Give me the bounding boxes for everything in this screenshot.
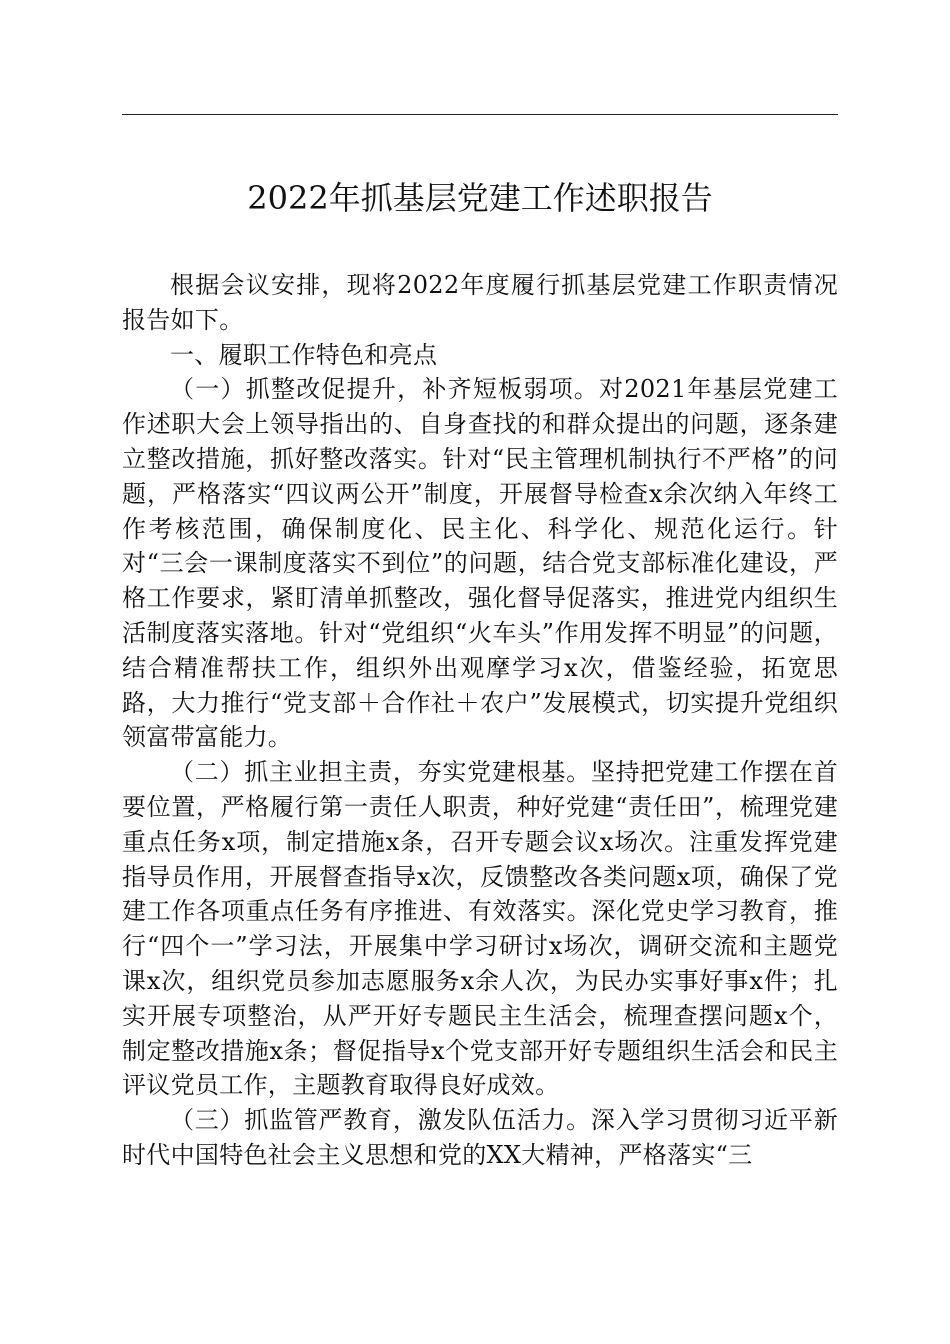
header-rule: [122, 114, 838, 115]
paragraph-item-3: （三）抓监管严教育，激发队伍活力。深入学习贯彻习近平新时代中国特色社会主义思想和党的XX大精神，严格落实“三: [122, 1106, 838, 1169]
paragraph-intro: 根据会议安排，现将2022年度履行抓基层党建工作职责情况报告如下。: [122, 271, 838, 334]
document-body: [122, 268, 838, 1173]
document-title: 2022年抓基层党建工作述职报告: [247, 179, 713, 217]
paragraph-item-1: （一）抓整改促提升，补齐短板弱项。对2021年基层党建工作述职大会上领导指出的、自身查找的和群众提出的问题，逐条建立整改措施，抓好整改落实。针对“民主管理机制执行不严格”的问题，严格落实“四议两公开”制度，开展督导检查x余次纳入年终工作考核范围，确保制度化、民主化、科学化、规范化运行。针对“三会一课制度落实不到位”的问题，结合党支部标准化建设，严格工作要求，紧盯清单抓整改，强化督导促落实，推进党内组织生活制度落实落地。针对“党组织“火车头”作用发挥不明显”的问题，结合精准帮扶工作，组织外出观摩学习x次，借鉴经验，拓宽思路，大力推行“党支部＋合作社＋农户”发展模式，切实提升党组织领富带富能力。: [122, 375, 838, 752]
paragraph-item-2: （二）抓主业担主责，夯实党建根基。坚持把党建工作摆在首要位置，严格履行第一责任人职责，种好党建“责任田”，梳理党建重点任务x项，制定措施x条，召开专题会议x场次。注重发挥党建指导员作用，开展督查指导x次，反馈整改各类问题x项，确保了党建工作各项重点任务有序推进、有效落实。深化党史学习教育，推行“四个一”学习法，开展集中学习研讨x场次，调研交流和主题党课x次，组织党员参加志愿服务x余人次，为民办实事好事x件；扎实开展专项整治，从严开好专题民主生活会，梳理查摆问题x个，制定整改措施x条；督促指导x个党支部开好专题组织生活会和民主评议党员工作，主题教育取得良好成效。: [122, 758, 838, 1100]
section-heading: 一、履职工作特色和亮点: [170, 340, 438, 369]
